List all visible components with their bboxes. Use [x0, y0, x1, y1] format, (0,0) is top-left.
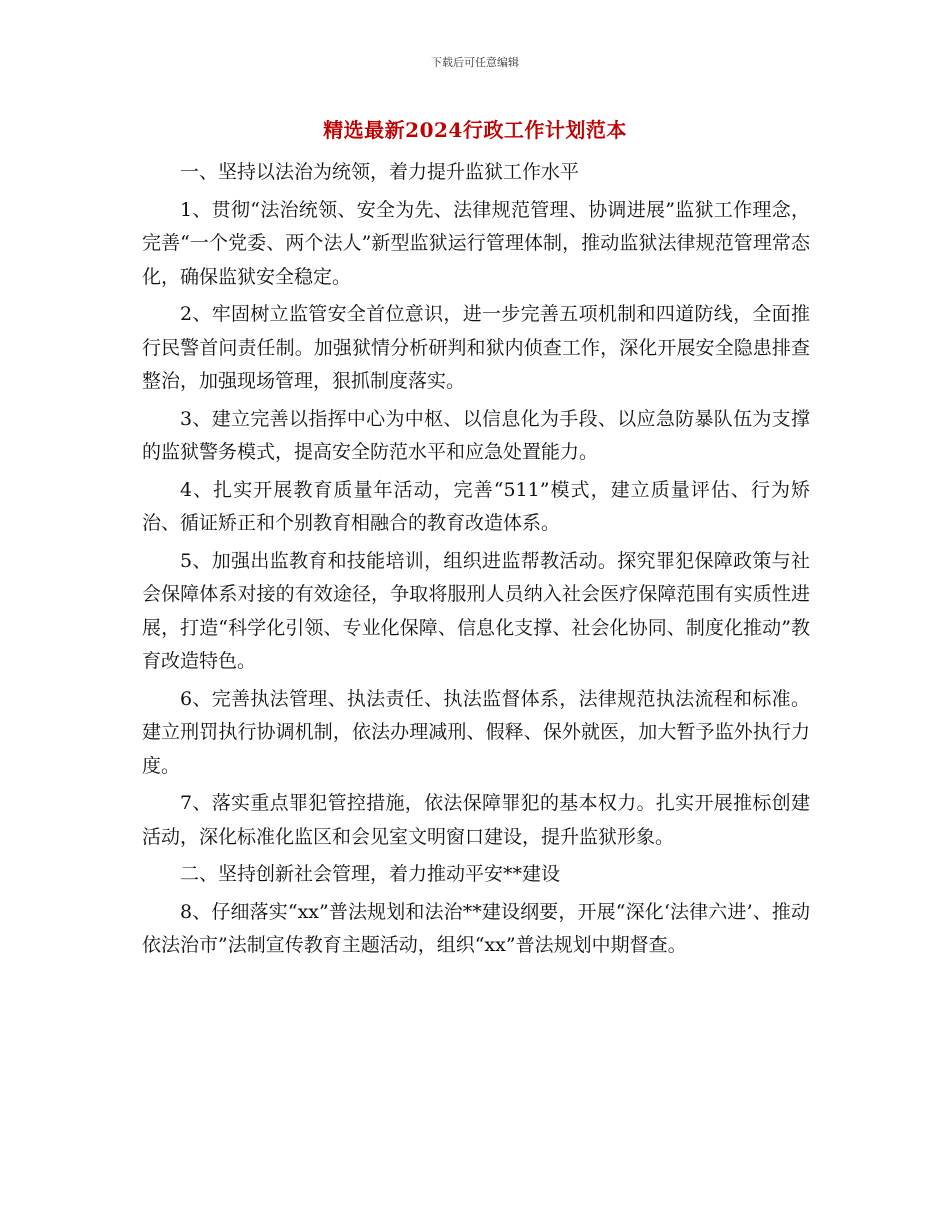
header-note: 下载后可任意编辑: [431, 56, 519, 69]
section-heading-2: 二、坚持创新社会管理，着力推动平安**建设: [180, 863, 561, 885]
section-heading-1: 一、坚持以法治为统领，着力提升监狱工作水平: [180, 161, 580, 183]
paragraph-5: 5、加强出监教育和技能培训，组织进监帮教活动。探究罪犯保障政策与社会保障体系对接的有效途径，争取将服刑人员纳入社会医疗保障范围有实质性进展，打造“科学化引领、专业化保障、信息化支撑、社会化协同、制度化推动”教育改造特色。: [142, 549, 810, 672]
document-title: 精选最新2024行政工作计划范本: [323, 118, 627, 142]
paragraph-2: 2、牢固树立监管安全首位意识，进一步完善五项机制和四道防线，全面推行民警首问责任制。加强狱情分析研判和狱内侦查工作，深化开展安全隐患排查整治，加强现场管理，狠抓制度落实。: [142, 303, 810, 392]
paragraph-3: 3、建立完善以指挥中心为中枢、以信息化为手段、以应急防暴队伍为支撑的监狱警务模式，提高安全防范水平和应急处置能力。: [142, 407, 810, 463]
paragraph-6: 6、完善执法管理、执法责任、执法监督体系，法律规范执法流程和标准。建立刑罚执行协调机制，依法办理减刑、假释、保外就医，加大暂予监外执行力度。: [142, 687, 810, 777]
paragraph-8: 8、仔细落实“xx”普法规划和法治**建设纲要，开展“深化‘法律六进’、推动依法治市”法制宣传教育主题活动，组织“xx”普法规划中期督查。: [142, 900, 810, 956]
paragraph-7: 7、落实重点罪犯管控措施，依法保障罪犯的基本权力。扎实开展推标创建活动，深化标准化监区和会见室文明窗口建设，提升监狱形象。: [142, 792, 810, 848]
document-body: [142, 156, 810, 967]
paragraph-4: 4、扎实开展教育质量年活动，完善“511”模式，建立质量评估、行为矫治、循证矫正和个别教育相融合的教育改造体系。: [142, 478, 810, 534]
paragraph-1: 1、贯彻“法治统领、安全为先、法律规范管理、协调进展”监狱工作理念，完善“一个党委、两个法人”新型监狱运行管理体制，推动监狱法律规范管理常态化，确保监狱安全稳定。: [142, 198, 810, 288]
